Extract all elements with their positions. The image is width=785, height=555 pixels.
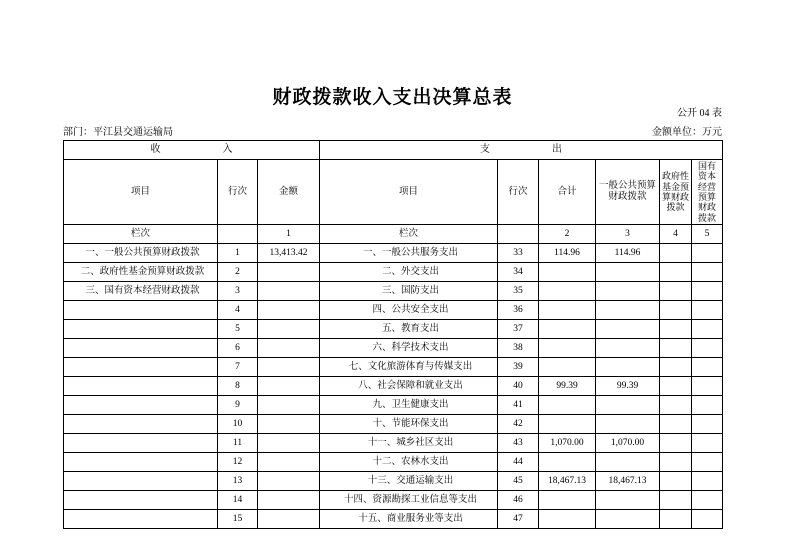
cell-income-amount — [258, 510, 320, 529]
page-title: 财政拨款收入支出决算总表 — [272, 87, 513, 108]
cell-exp-state-capital — [692, 510, 723, 529]
cell-exp-line: 34 — [498, 263, 539, 282]
cell-income-line: 5 — [218, 320, 258, 339]
cell-income-item: 三、国有资本经营财政拨款 — [64, 282, 218, 301]
cell-exp-gov-fund — [660, 472, 692, 491]
cell-exp-state-capital — [692, 434, 723, 453]
cell-income-item — [64, 320, 218, 339]
cell-exp-item: 五、教育支出 — [320, 320, 498, 339]
table-row — [64, 434, 723, 453]
cell-exp-total — [539, 396, 596, 415]
cell-exp-item: 三、国防支出 — [320, 282, 498, 301]
group-header-expenditure: 支 出 — [320, 141, 723, 160]
cell-exp-general-public — [596, 282, 660, 301]
cell-exp-total — [539, 301, 596, 320]
cell-income-amount — [258, 453, 320, 472]
cell-income-amount — [258, 377, 320, 396]
cell-exp-general-public — [596, 415, 660, 434]
cell-exp-line: 39 — [498, 358, 539, 377]
cell-exp-item: 十四、资源勘探工业信息等支出 — [320, 491, 498, 510]
cell-exp-item: 十、节能环保支出 — [320, 415, 498, 434]
cell-income-line: 8 — [218, 377, 258, 396]
cell-exp-line: 46 — [498, 491, 539, 510]
cell-income-line: 6 — [218, 339, 258, 358]
cell-income-line: 2 — [218, 263, 258, 282]
table-row — [64, 301, 723, 320]
cell-income-item — [64, 453, 218, 472]
cell-income-line: 1 — [218, 244, 258, 263]
cell-exp-total — [539, 358, 596, 377]
cell-exp-total: 1,070.00 — [539, 434, 596, 453]
cell-income-item — [64, 358, 218, 377]
cell-exp-general-public — [596, 396, 660, 415]
amount-unit-label: 金额单位：万元 — [652, 127, 722, 138]
cell-income-item — [64, 434, 218, 453]
cell-exp-total: 99.39 — [539, 377, 596, 396]
cell-exp-state-capital — [692, 320, 723, 339]
table-row — [64, 396, 723, 415]
cell-exp-state-capital — [692, 377, 723, 396]
group-header-income: 收 入 — [64, 141, 320, 160]
cell-income-item — [64, 377, 218, 396]
cell-income-item — [64, 339, 218, 358]
cell-exp-line: 35 — [498, 282, 539, 301]
cell-income-amount — [258, 491, 320, 510]
cell-income-item — [64, 301, 218, 320]
cell-income-item — [64, 472, 218, 491]
cell-income-line: 7 — [218, 358, 258, 377]
table-row — [64, 320, 723, 339]
table-row — [64, 491, 723, 510]
cell-income-item — [64, 491, 218, 510]
cell-exp-state-capital — [692, 491, 723, 510]
form-code: 公开 04 表 — [677, 108, 722, 119]
cell-exp-state-capital — [692, 282, 723, 301]
cell-exp-gov-fund — [660, 282, 692, 301]
cell-exp-item: 四、公共安全支出 — [320, 301, 498, 320]
cell-exp-gov-fund — [660, 434, 692, 453]
table-row — [64, 282, 723, 301]
cell-exp-line: 45 — [498, 472, 539, 491]
colnum-exp-total: 2 — [539, 225, 596, 244]
cell-exp-line: 43 — [498, 434, 539, 453]
cell-exp-line: 44 — [498, 453, 539, 472]
cell-exp-total: 18,467.13 — [539, 472, 596, 491]
cell-exp-item: 十二、农林水支出 — [320, 453, 498, 472]
cell-exp-total — [539, 415, 596, 434]
cell-income-amount — [258, 301, 320, 320]
cell-exp-general-public — [596, 320, 660, 339]
col-header-exp-gov-fund: 政府性基金预算财政拨款 — [660, 160, 692, 225]
cell-exp-line: 42 — [498, 415, 539, 434]
colnum-exp-line — [498, 225, 539, 244]
cell-exp-item: 十三、交通运输支出 — [320, 472, 498, 491]
cell-income-amount — [258, 396, 320, 415]
cell-exp-gov-fund — [660, 339, 692, 358]
table-group-header-row — [64, 141, 723, 160]
cell-income-item — [64, 396, 218, 415]
cell-income-amount — [258, 472, 320, 491]
cell-exp-gov-fund — [660, 396, 692, 415]
cell-exp-state-capital — [692, 415, 723, 434]
cell-income-line: 14 — [218, 491, 258, 510]
table-row — [64, 263, 723, 282]
cell-income-line: 15 — [218, 510, 258, 529]
cell-exp-state-capital — [692, 301, 723, 320]
cell-exp-line: 36 — [498, 301, 539, 320]
department-label: 部门：平江县交通运输局 — [63, 127, 173, 138]
cell-exp-total — [539, 263, 596, 282]
cell-exp-gov-fund — [660, 358, 692, 377]
col-header-exp-item: 项目 — [320, 160, 498, 225]
cell-exp-gov-fund — [660, 415, 692, 434]
cell-exp-gov-fund — [660, 510, 692, 529]
col-header-exp-line: 行次 — [498, 160, 539, 225]
cell-income-amount — [258, 320, 320, 339]
cell-exp-total — [539, 282, 596, 301]
cell-income-line: 12 — [218, 453, 258, 472]
cell-exp-general-public: 1,070.00 — [596, 434, 660, 453]
cell-exp-item: 十五、商业服务业等支出 — [320, 510, 498, 529]
cell-exp-state-capital — [692, 453, 723, 472]
cell-exp-item: 十一、城乡社区支出 — [320, 434, 498, 453]
cell-exp-general-public: 99.39 — [596, 377, 660, 396]
cell-exp-general-public — [596, 510, 660, 529]
col-header-exp-state-capital: 国有资本经营预算财政拨款 — [692, 160, 723, 225]
table-row — [64, 339, 723, 358]
cell-exp-line: 37 — [498, 320, 539, 339]
cell-exp-line: 47 — [498, 510, 539, 529]
cell-exp-line: 33 — [498, 244, 539, 263]
cell-exp-gov-fund — [660, 244, 692, 263]
cell-exp-general-public — [596, 263, 660, 282]
colnum-label-right: 栏次 — [320, 225, 498, 244]
cell-exp-state-capital — [692, 396, 723, 415]
col-header-income-line: 行次 — [218, 160, 258, 225]
cell-income-item: 二、政府性基金预算财政拨款 — [64, 263, 218, 282]
cell-exp-total — [539, 453, 596, 472]
table-column-header-row — [64, 160, 723, 225]
col-header-exp-general-public: 一般公共预算财政拨款 — [596, 160, 660, 225]
cell-exp-total: 114.96 — [539, 244, 596, 263]
table-row — [64, 453, 723, 472]
table-row — [64, 377, 723, 396]
cell-exp-item: 二、外交支出 — [320, 263, 498, 282]
col-header-income-amount: 金额 — [258, 160, 320, 225]
col-header-exp-total: 合计 — [539, 160, 596, 225]
colnum-exp-gov-fund: 4 — [660, 225, 692, 244]
cell-exp-gov-fund — [660, 491, 692, 510]
cell-exp-gov-fund — [660, 453, 692, 472]
cell-exp-general-public — [596, 491, 660, 510]
cell-income-line: 9 — [218, 396, 258, 415]
cell-exp-item: 七、文化旅游体育与传媒支出 — [320, 358, 498, 377]
cell-exp-general-public: 18,467.13 — [596, 472, 660, 491]
cell-exp-state-capital — [692, 263, 723, 282]
table-row — [64, 510, 723, 529]
cell-exp-state-capital — [692, 472, 723, 491]
cell-income-item: 一、一般公共预算财政拨款 — [64, 244, 218, 263]
cell-income-amount — [258, 415, 320, 434]
cell-exp-state-capital — [692, 339, 723, 358]
table-column-number-row — [64, 225, 723, 244]
colnum-exp-general-public: 3 — [596, 225, 660, 244]
cell-income-line: 3 — [218, 282, 258, 301]
cell-exp-state-capital — [692, 358, 723, 377]
cell-exp-state-capital — [692, 244, 723, 263]
cell-exp-total — [539, 339, 596, 358]
cell-exp-total — [539, 491, 596, 510]
cell-income-item — [64, 415, 218, 434]
cell-income-amount — [258, 358, 320, 377]
colnum-label-left: 栏次 — [64, 225, 218, 244]
cell-exp-item: 八、社会保障和就业支出 — [320, 377, 498, 396]
table-row — [64, 415, 723, 434]
budget-table — [63, 140, 723, 529]
cell-income-amount — [258, 282, 320, 301]
cell-income-line: 4 — [218, 301, 258, 320]
cell-exp-general-public — [596, 453, 660, 472]
cell-exp-general-public — [596, 339, 660, 358]
cell-income-amount: 13,413.42 — [258, 244, 320, 263]
table-row — [64, 358, 723, 377]
cell-exp-gov-fund — [660, 377, 692, 396]
cell-income-item — [64, 510, 218, 529]
cell-exp-line: 38 — [498, 339, 539, 358]
cell-exp-total — [539, 510, 596, 529]
cell-income-line: 11 — [218, 434, 258, 453]
cell-exp-line: 40 — [498, 377, 539, 396]
cell-exp-item: 一、一般公共服务支出 — [320, 244, 498, 263]
cell-exp-item: 六、科学技术支出 — [320, 339, 498, 358]
colnum-exp-state-capital: 5 — [692, 225, 723, 244]
colnum-income-line — [218, 225, 258, 244]
col-header-income-item: 项目 — [64, 160, 218, 225]
cell-income-line: 10 — [218, 415, 258, 434]
cell-exp-gov-fund — [660, 263, 692, 282]
table-row — [64, 472, 723, 491]
cell-exp-general-public — [596, 358, 660, 377]
cell-exp-gov-fund — [660, 301, 692, 320]
cell-exp-general-public — [596, 301, 660, 320]
cell-income-amount — [258, 263, 320, 282]
table-row — [64, 244, 723, 263]
colnum-income-amount: 1 — [258, 225, 320, 244]
cell-income-amount — [258, 434, 320, 453]
cell-exp-general-public: 114.96 — [596, 244, 660, 263]
cell-income-line: 13 — [218, 472, 258, 491]
cell-exp-gov-fund — [660, 320, 692, 339]
cell-exp-total — [539, 320, 596, 339]
cell-exp-line: 41 — [498, 396, 539, 415]
cell-exp-item: 九、卫生健康支出 — [320, 396, 498, 415]
cell-income-amount — [258, 339, 320, 358]
